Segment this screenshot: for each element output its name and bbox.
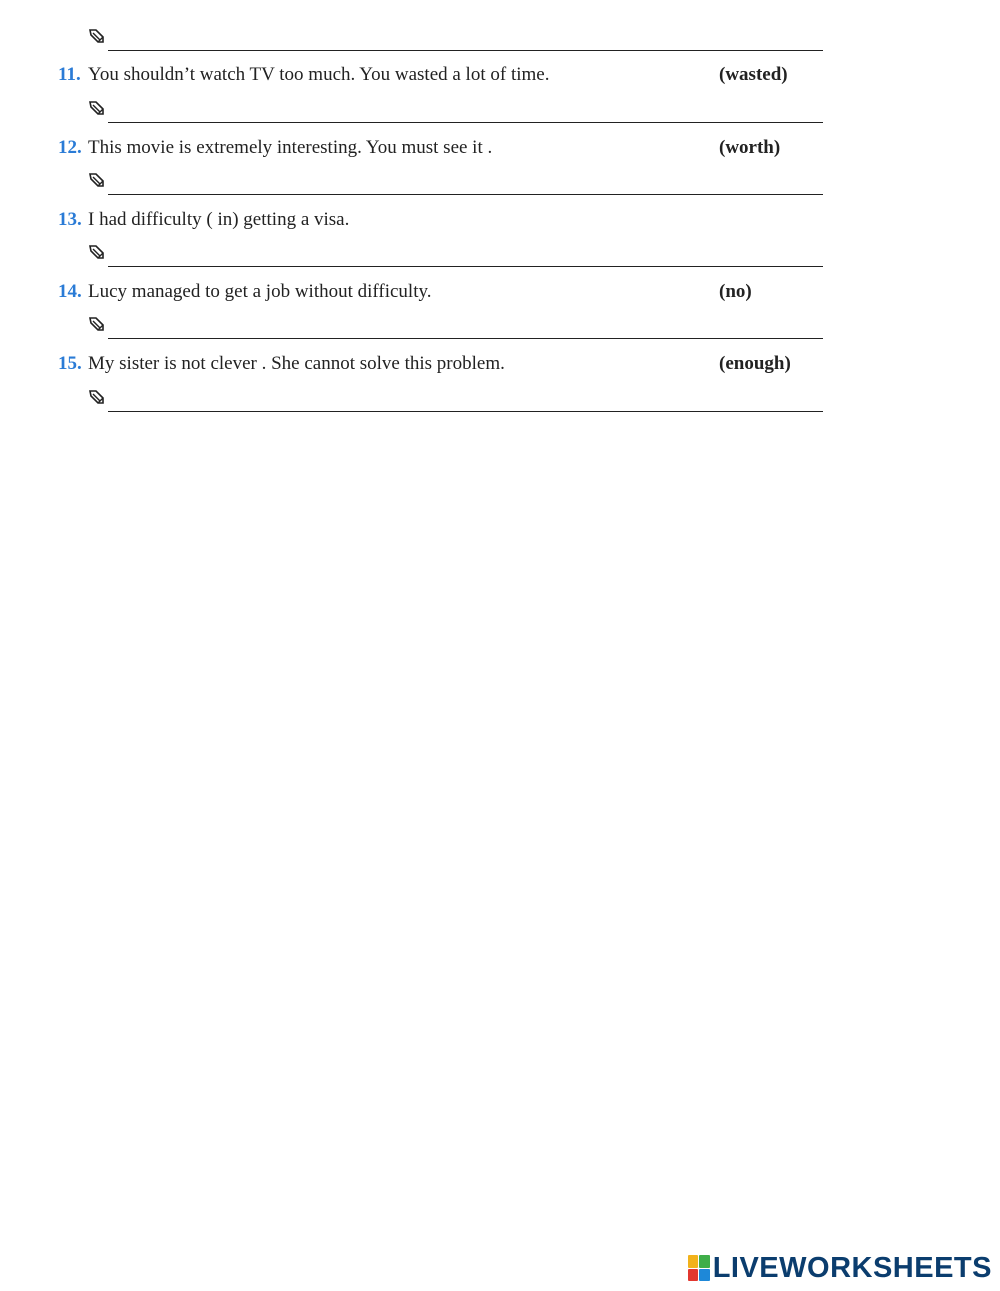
answer-blank[interactable] [108, 122, 823, 123]
pencil-icon [88, 388, 106, 406]
question-number: 13. [58, 209, 82, 230]
logo-text: LIVEWORKSHEETS [712, 1251, 992, 1284]
answer-line-12[interactable] [88, 171, 823, 195]
answer-blank[interactable] [108, 338, 823, 339]
pencil-icon [88, 27, 106, 45]
pencil-icon [88, 171, 106, 189]
answer-blank[interactable] [108, 266, 823, 267]
logo-square [688, 1255, 699, 1268]
answer-line-14[interactable] [88, 315, 823, 339]
question-14 [58, 280, 818, 304]
liveworksheets-logo [688, 1251, 992, 1285]
logo-square [699, 1255, 710, 1268]
question-hint: (worth) [719, 137, 781, 158]
logo-square [699, 1269, 710, 1282]
pencil-icon [88, 99, 106, 117]
question-text: This movie is extremely interesting. You must see it . [88, 137, 493, 158]
question-number: 11. [58, 64, 81, 85]
logo-mark-icon [688, 1255, 710, 1281]
question-text: Lucy managed to get a job without difficulty. [88, 281, 432, 302]
question-hint: (enough) [719, 353, 791, 374]
answer-line-13[interactable] [88, 243, 823, 267]
question-text: You shouldn’t watch TV too much. You wasted a lot of time. [88, 64, 550, 85]
pencil-icon [88, 315, 106, 333]
pencil-icon [88, 243, 106, 261]
question-hint: (no) [719, 281, 752, 302]
question-11 [58, 63, 818, 87]
question-number: 15. [58, 353, 82, 374]
question-text: My sister is not clever . She cannot solve this problem. [88, 353, 505, 374]
answer-line-10[interactable] [88, 27, 823, 51]
question-hint: (wasted) [719, 64, 788, 85]
answer-line-11[interactable] [88, 99, 823, 123]
question-12 [58, 136, 818, 160]
answer-blank[interactable] [108, 50, 823, 51]
answer-blank[interactable] [108, 194, 823, 195]
answer-blank[interactable] [108, 411, 823, 412]
question-number: 12. [58, 137, 82, 158]
question-text: I had difficulty ( in) getting a visa. [88, 209, 350, 230]
question-number: 14. [58, 281, 82, 302]
answer-line-15[interactable] [88, 388, 823, 412]
question-15 [58, 352, 818, 376]
logo-square [688, 1269, 699, 1282]
question-13 [58, 208, 818, 232]
